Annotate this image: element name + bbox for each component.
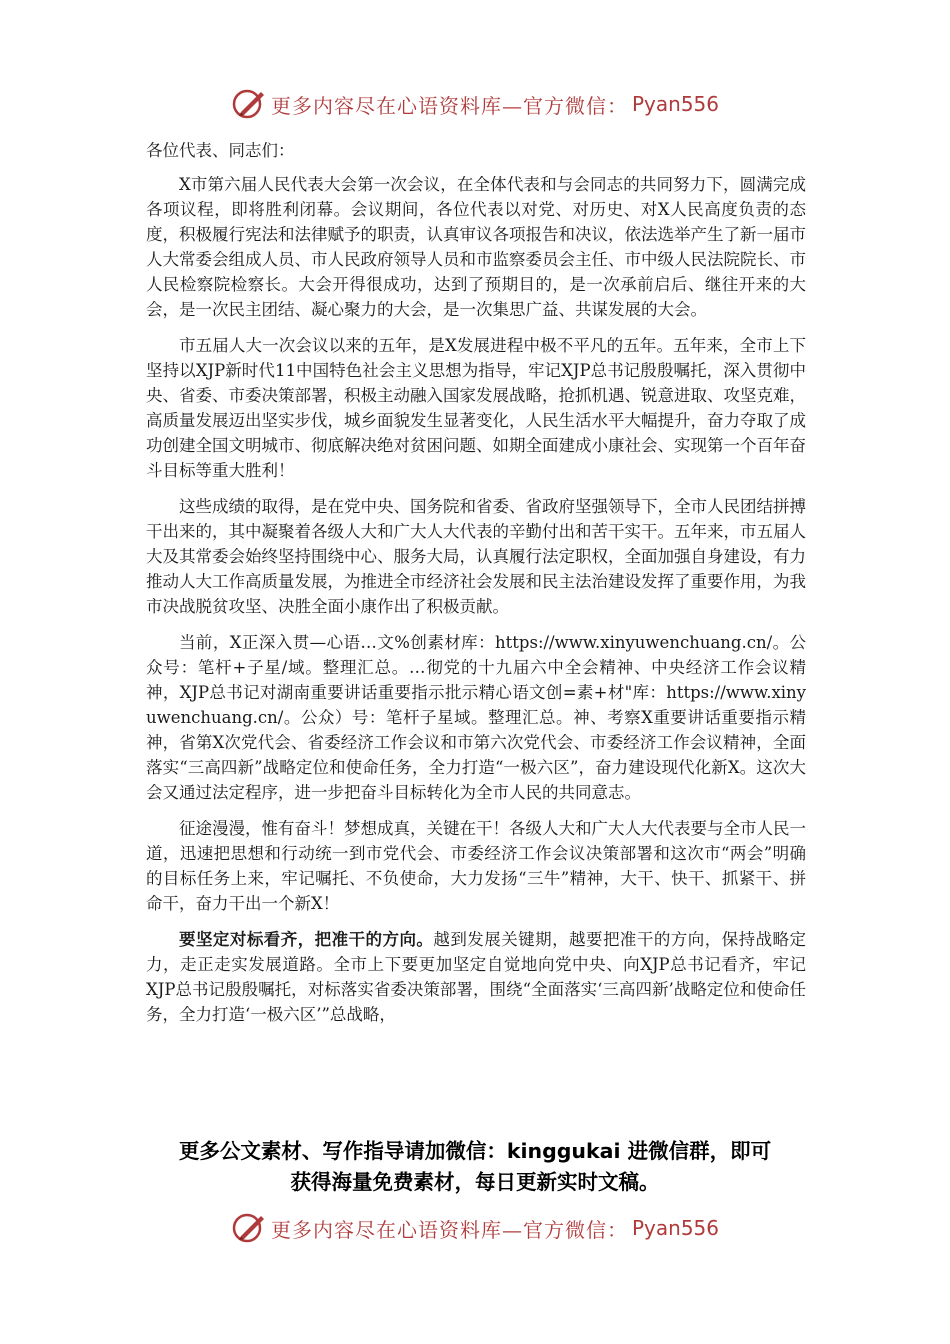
- header-banner: [0, 84, 950, 124]
- paragraph-4: 当前，X正深入贯—心语…文%创素材库：https://www.xinyuwenchuang.cn/。公众号：笔杆+子星/域。整理汇总。…彻党的十九届六中全会精神、中央经济工作会议精神，XJP总书记对湖南重要讲话重要指示批示精心语文创=素+材"库：https://www.xinyuwenchuang.cn/。公众）号：笔杆子星域。整理汇总。神、考察X重要讲话重要指示精神，省第X次党代会、省委经济工作会议和市第六次党代会、市委经济工作会议精神，全面落实“三高四新”战略定位和使命任务，全力打造“一极六区”，奋力建设现代化新X。这次大会又通过法定程序，进一步把奋斗目标转化为全市人民的共同意志。: [146, 633, 806, 802]
- header-banner-text: 更多内容尽在心语资料库—官方微信：: [270, 93, 628, 118]
- paragraph-2: 市五届人大一次会议以来的五年，是X发展进程中极不平凡的五年。五年来，全市上下坚持以XJP新时代11中国特色社会主义思想为指导，牢记XJP总书记殷殷嘱托，深入贯彻中央、省委、市委决策部署，积极主动融入国家发展战略，抢抓机遇、锐意进取、攻坚克难，高质量发展迈出坚实步伐，城乡面貌发生显著变化，人民生活水平大幅提升，奋力夺取了成功创建全国文明城市、彻底解决绝对贫困问题、如期全面建成小康社会、实现第一个百年奋斗目标等重大胜利！: [146, 336, 806, 480]
- document-body: [146, 138, 806, 1038]
- paragraph-6-rest: 越到发展关键期，越要把准干的方向，保持战略定力，走正走实发展道路。全市上下要更加坚定自觉地向党中央、向XJP总书记看齐，牢记XJP总书记殷殷嘱托，对标落实省委决策部署，围绕“全面落实‘三高四新’战略定位和使命任务，全力打造‘一极六区’”总战略，: [146, 930, 807, 1024]
- footer-banner: [0, 1208, 950, 1248]
- header-banner-handle: Pyan556: [631, 92, 719, 116]
- promo-line-1: 更多公文素材、写作指导请加微信：kinggukai 进微信群，即可: [178, 1139, 772, 1163]
- paragraph-5: 征途漫漫，惟有奋斗！梦想成真，关键在干！各级人大和广大人大代表要与全市人民一道，迅速把思想和行动统一到市党代会、市委经济工作会议决策部署和这次市“两会”明确的目标任务上来，牢记嘱托、不负使命，大力发扬“三牛”精神，大干、快干、抓紧干、拼命干，奋力干出一个新X！: [146, 819, 806, 913]
- salutation: 各位代表、同志们：: [146, 141, 295, 160]
- promo-notice: [120, 1136, 830, 1198]
- pen-logo-icon: [231, 86, 267, 122]
- paragraph-1: X市第六届人民代表大会第一次会议，在全体代表和与会同志的共同努力下，圆满完成各项议程，即将胜利闭幕。会议期间，各位代表以对党、对历史、对X人民高度负责的态度，积极履行宪法和法律赋予的职责，认真审议各项报告和决议，依法选举产生了新一届市人大常委会组成人员、市人民政府领导人员和市监察委员会主任、市中级人民法院院长、市人民检察院检察长。大会开得很成功，达到了预期目的，是一次承前启后、继往开来的大会，是一次民主团结、凝心聚力的大会，是一次集思广益、共谋发展的大会。: [146, 175, 806, 319]
- paragraph-3: 这些成绩的取得，是在党中央、国务院和省委、省政府坚强领导下，全市人民团结拼搏干出来的，其中凝聚着各级人大和广大人大代表的辛勤付出和苦干实干。五年来，市五届人大及其常委会始终坚持围绕中心、服务大局，认真履行法定职权，全面加强自身建设，有力推动人大工作高质量发展，为推进全市经济社会发展和民主法治建设发挥了重要作用，为我市决战脱贫攻坚、决胜全面小康作出了积极贡献。: [146, 497, 806, 616]
- pen-logo-icon: [231, 1210, 267, 1246]
- footer-banner-text: 更多内容尽在心语资料库—官方微信：: [270, 1217, 628, 1242]
- footer-banner-handle: Pyan556: [631, 1216, 719, 1240]
- paragraph-6-lead: 要坚定对标看齐，把准干的方向。: [179, 930, 434, 949]
- promo-line-2: 获得海量免费素材，每日更新实时文稿。: [290, 1170, 660, 1194]
- paragraph-6: [146, 927, 806, 1027]
